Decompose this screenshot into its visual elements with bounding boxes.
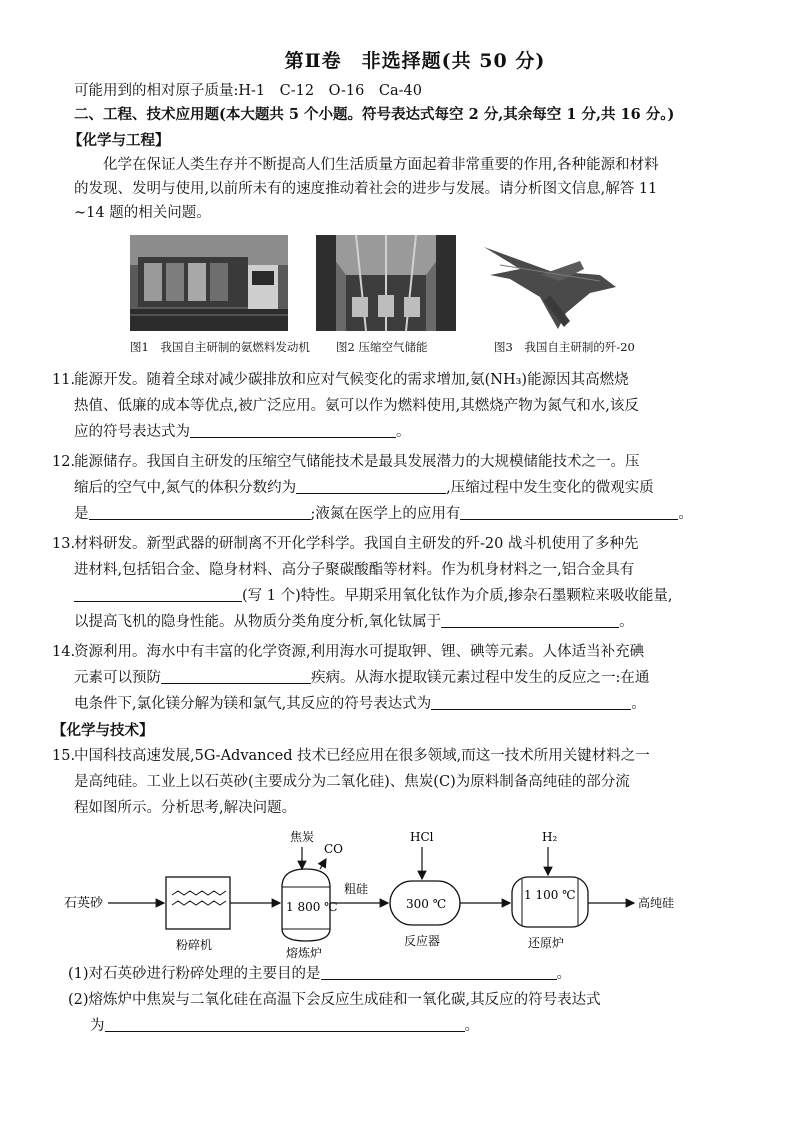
- question-text: 能源开发。随着全球对减少碳排放和应对气候变化的需求增加,氨(NH₃)能源因其高燃烧: [74, 372, 629, 388]
- section-chem-engineering: 【化学与工程】: [68, 132, 170, 149]
- intro-line-2: 的发现、发明与使用,以前所未有的速度推动着社会的进步与发展。请分析图文信息,解答 11: [74, 181, 658, 197]
- question-11: 11.能源开发。随着全球对减少碳排放和应对气候变化的需求增加,氨(NH₃)能源因其高燃烧 热值、低廉的成本等优点,被广泛应用。氨可以作为燃料使用,其燃烧产物为氮气和水,该反 应的符号表达式为 。: [74, 367, 756, 445]
- answer-blank[interactable]: [321, 963, 557, 980]
- question-text: 是高纯硅。工业上以石英砂(主要成分为二氧化硅)、焦炭(C)为原料制备高纯硅的部分流: [74, 774, 630, 790]
- question-text: ;液氮在医学上的应用有: [310, 506, 461, 522]
- answer-blank[interactable]: [190, 421, 396, 438]
- process-flow-diagram: [64, 829, 756, 959]
- question-text: 应的符号表达式为: [74, 424, 190, 440]
- label-coke: 焦炭: [290, 830, 315, 844]
- question-text: 为: [90, 1018, 105, 1034]
- part2-header: 二、工程、技术应用题(本大题共 5 个小题。符号表达式每空 2 分,其余每空 1 分,共 16 分。): [74, 106, 675, 123]
- question-text: (1)对石英砂进行粉碎处理的主要目的是: [68, 966, 321, 982]
- question-13: 13.材料研发。新型武器的研制离不开化学科学。我国自主研发的歼-20 战斗机使用了多种先 进材料,包括铝合金、隐身材料、高分子聚碳酸酯等材料。作为机身材料之一,铝合金具有 (写 1 个)特性。早期采用氧化钛作为介质,掺杂石墨颗粒来吸收能量, 以提高飞机的隐身性能。从物质分类角度分析,氧化钛属于 。: [74, 531, 756, 635]
- reduction-furnace-box: [512, 877, 588, 927]
- question-text: 是: [74, 506, 89, 522]
- question-text: 热值、低廉的成本等优点,被广泛应用。氨可以作为燃料使用,其燃烧产物为氮气和水,该反: [74, 398, 639, 414]
- punctuation: 。: [619, 614, 634, 630]
- reduction-temperature: 1 100 ℃: [524, 888, 576, 902]
- furnace-temperature: 1 800 ℃: [286, 900, 338, 914]
- label-pure-silicon: 高纯硅: [638, 896, 675, 910]
- question-text: 以提高飞机的隐身性能。从物质分类角度分析,氧化钛属于: [74, 614, 442, 630]
- answer-blank[interactable]: [431, 693, 631, 710]
- question-text: 进材料,包括铝合金、隐身材料、高分子聚碳酸酯等材料。作为机身材料之一,铝合金具有: [74, 562, 635, 578]
- question-text: 能源储存。我国自主研发的压缩空气储能技术是最具发展潜力的大规模储能技术之一。压: [74, 454, 640, 470]
- label-crusher: 粉碎机: [176, 938, 213, 952]
- question-15-part-2: [68, 987, 756, 1039]
- atomic-masses: 可能用到的相对原子质量:H-1 C-12 O-16 Ca-40: [74, 83, 422, 99]
- intro-line-1: 化学在保证人类生存并不断提高人们生活质量方面起着非常重要的作用,各种能源和材料: [103, 157, 659, 173]
- answer-blank[interactable]: [74, 585, 242, 602]
- figure-1-engine-photo: [130, 235, 288, 331]
- question-12: 12.能源储存。我国自主研发的压缩空气储能技术是最具发展潜力的大规模储能技术之一。压 缩后的空气中,氮气的体积分数约为 ,压缩过程中发生变化的微观实质 是 ;液氮在医学上的应用有 。: [52, 454, 693, 522]
- punctuation: 。: [556, 966, 572, 982]
- caption-figure-2: 图2 压缩空气储能: [336, 340, 428, 354]
- punctuation: 。: [631, 696, 646, 712]
- label-h2: H₂: [542, 830, 558, 844]
- question-text: 中国科技高速发展,5G-Advanced 技术已经应用在很多领域,而这一技术所用关键材料之一: [74, 748, 650, 764]
- answer-blank[interactable]: [441, 611, 619, 628]
- punctuation: 。: [464, 1018, 479, 1034]
- arrow-co-out: [320, 859, 326, 869]
- question-text: 程如图所示。分析思考,解决问题。: [74, 800, 297, 816]
- question-text: ,压缩过程中发生变化的微观实质: [446, 480, 654, 496]
- question-text: 疾病。从海水提取镁元素过程中发生的反应之一:在通: [311, 670, 650, 686]
- question-15-part-1: [68, 961, 756, 987]
- label-reduction-furnace: 还原炉: [528, 936, 565, 950]
- caption-figure-1: 图1 我国自主研制的氨燃料发动机: [130, 340, 310, 354]
- question-14: 14.资源利用。海水中有丰富的化学资源,利用海水可提取钾、锂、碘等元素。人体适当补充碘 元素可以预防 疾病。从海水提取镁元素过程中发生的反应之一:在通 电条件下,氯化镁分解为镁和氯气,其反应的符号表达式为 。: [52, 644, 650, 712]
- figure-2-storage-photo: [316, 235, 456, 331]
- punctuation: 。: [678, 506, 693, 522]
- label-reactor: 反应器: [404, 934, 441, 948]
- answer-blank[interactable]: [460, 503, 678, 520]
- label-quartz-sand: 石英砂: [64, 896, 104, 911]
- figure-row: [74, 235, 756, 331]
- punctuation: 。: [396, 424, 411, 440]
- question-text: (2)熔炼炉中焦炭与二氧化硅在高温下会反应生成硅和一氧化碳,其反应的符号表达式: [68, 992, 601, 1008]
- question-text: (写 1 个)特性。早期采用氧化钛作为介质,掺杂石墨颗粒来吸收能量,: [242, 588, 673, 604]
- label-crude-silicon: 粗硅: [344, 882, 369, 896]
- intro-line-3: ~14 题的相关问题。: [74, 205, 211, 221]
- question-text: 缩后的空气中,氮气的体积分数约为: [74, 480, 297, 496]
- question-text: 资源利用。海水中有丰富的化学资源,利用海水可提取钾、锂、碘等元素。人体适当补充碘: [74, 644, 645, 660]
- figure-captions: [74, 339, 756, 355]
- caption-figure-3: 图3 我国自主研制的歼-20: [494, 340, 635, 354]
- label-co: CO: [324, 842, 344, 856]
- answer-blank[interactable]: [89, 503, 311, 520]
- question-text: 元素可以预防: [74, 670, 161, 686]
- page-title: 第Ⅱ卷 非选择题(共 50 分): [284, 50, 546, 72]
- answer-blank[interactable]: [105, 1015, 465, 1032]
- question-text: 电条件下,氯化镁分解为镁和氯气,其反应的符号表达式为: [74, 696, 432, 712]
- figure-3-jet-photo: [480, 235, 620, 331]
- question-text: 材料研发。新型武器的研制离不开化学科学。我国自主研发的歼-20 战斗机使用了多种先: [74, 536, 639, 552]
- label-furnace: 熔炼炉: [286, 946, 323, 959]
- question-15: 15.中国科技高速发展,5G-Advanced 技术已经应用在很多领域,而这一技术所用关键材料之一 是高纯硅。工业上以石英砂(主要成分为二氧化硅)、焦炭(C)为原料制备高纯硅的部分流 程如图所示。分析思考,解决问题。: [74, 743, 756, 821]
- label-hcl: HCl: [410, 830, 434, 844]
- reactor-temperature: 300 ℃: [406, 897, 447, 911]
- answer-blank[interactable]: [296, 477, 446, 494]
- answer-blank[interactable]: [161, 667, 311, 684]
- section-chem-technology: 【化学与技术】: [52, 722, 154, 739]
